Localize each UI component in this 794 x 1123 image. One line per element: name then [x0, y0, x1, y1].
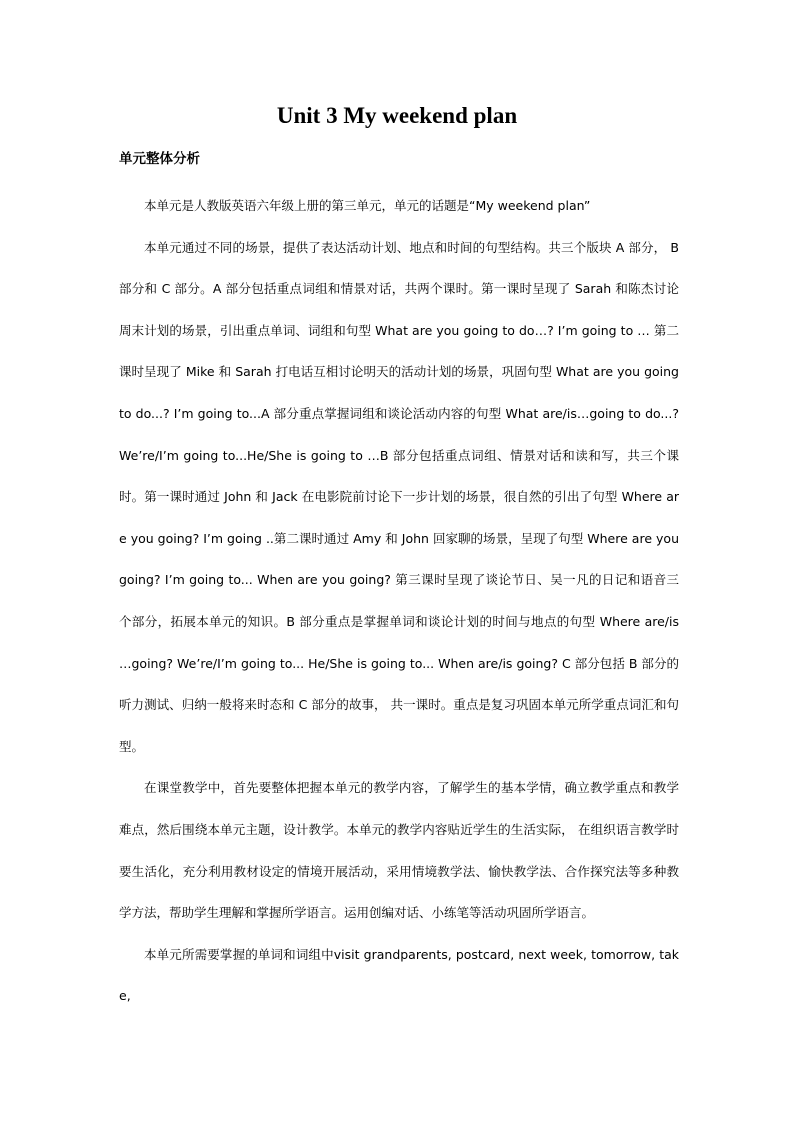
document-body — [119, 185, 679, 1017]
paragraph-topic: 本单元是人教版英语六年级上册的第三单元，单元的话题是“My weekend plan” — [144, 198, 591, 213]
paragraph-structure: 本单元通过不同的场景，提供了表达活动计划、地点和时间的句型结构。共三个版块 A 部分， B 部分和 C 部分。A 部分包括重点词组和情景对话，共两个课时。第一课时呈现了 Sarah 和陈杰讨论周末计划的场景，引出重点单词、词组和句型 What are you going to do…? I’m going to … 第二课时呈现了 Mike 和 Sarah 打电话互相讨论明天的活动计划的场景，巩固句型 What are you going to do...? I’m going to...A 部分重点掌握词组和谈论活动内容的句型 What are/is…going to do...? We’re/I’m going to...He/She is going to …B 部分包括重点词组、情景对话和读和写，共三个课时。第一课时通过 John 和 Jack 在电影院前讨论下一步计划的场景，很自然的引出了句型 Where are you going? I’m going ..第二课时通过 Amy 和 John 回家聊的场景，呈现了句型 Where are you going? I’m going to... When are you going? 第三课时呈现了谈论节日、吴一凡的日记和语音三个部分，拓展本单元的知识。B 部分重点是掌握单词和谈论计划的时间与地点的句型 Where are/is …going? We’re/I’m going to... He/She is going to... When are/is going? C 部分包括 B 部分的听力测试、归纳一般将来时态和 C 部分的故事， 共一课时。重点是复习巩固本单元所学重点词汇和句型。 — [119, 239, 679, 754]
paragraph-teaching: 在课堂教学中，首先要整体把握本单元的教学内容，了解学生的基本学情，确立教学重点和教学难点，然后围绕本单元主题，设计教学。本单元的教学内容贴近学生的生活实际， 在组织语言教学时要生活化，充分利用教材设定的情境开展活动，采用情境教学法、愉快教学法、合作探究法等多种教学方法，帮助学生理解和掌握所学语言。运用创编对话、小练笔等活动巩固所学语言。 — [119, 780, 679, 921]
section-heading: 单元整体分析 — [119, 151, 200, 167]
paragraph-vocabulary: 本单元所需要掌握的单词和词组中visit grandparents, postcard, next week, tomorrow, take, — [119, 946, 679, 1004]
document-title: Unit 3 My weekend plan — [276, 103, 518, 128]
